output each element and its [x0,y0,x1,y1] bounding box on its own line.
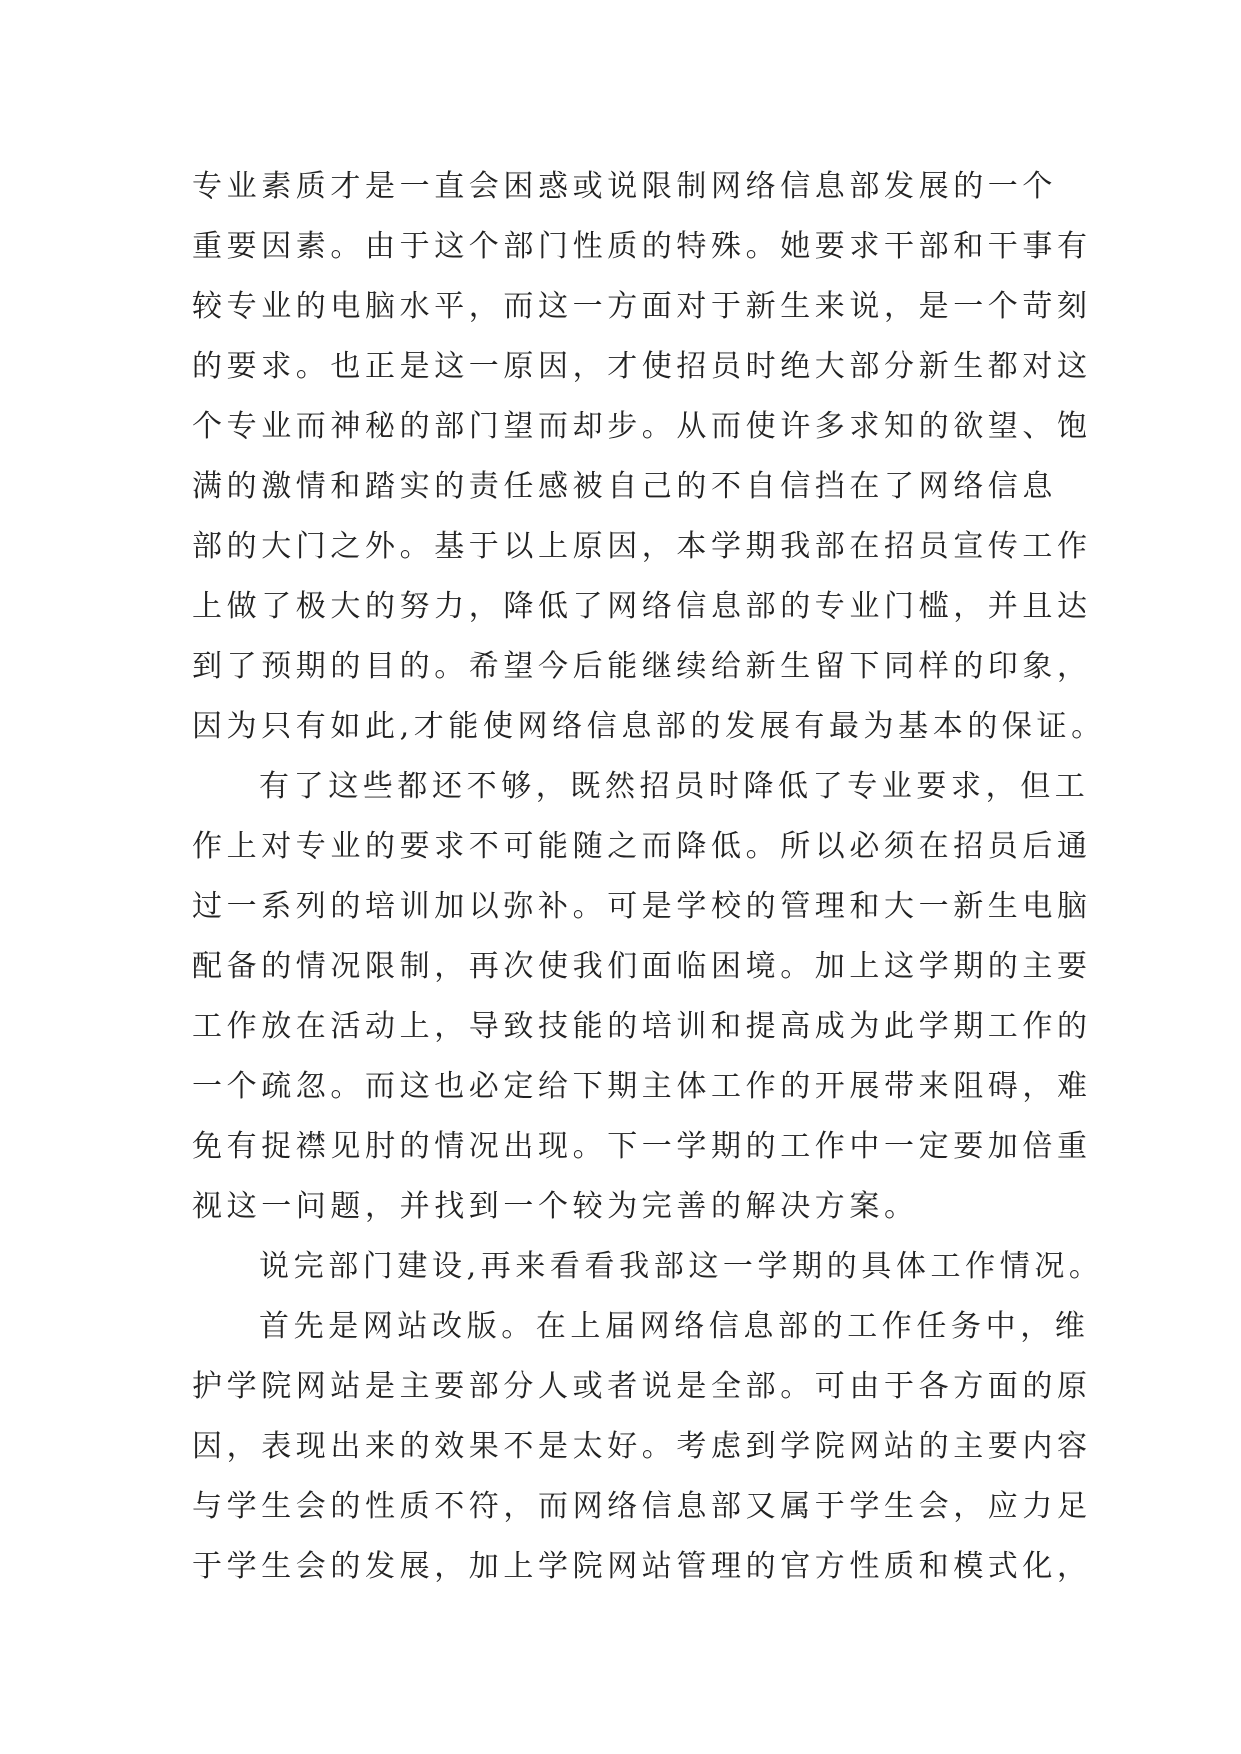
body-text [192,157,1106,1597]
text-line: 到了预期的目的。希望今后能继续给新生留下同样的印象， [192,649,1092,684]
text-line: 因为只有如此,才能使网络信息部的发展有最为基本的保证。 [192,709,1106,744]
text-line: 上做了极大的努力，降低了网络信息部的专业门槛，并且达 [192,589,1092,624]
text-line: 一个疏忽。而这也必定给下期主体工作的开展带来阻碍，难 [192,1069,1092,1104]
text-line: 过一系列的培训加以弥补。可是学校的管理和大一新生电脑 [192,889,1092,924]
text-line: 专业素质才是一直会困惑或说限制网络信息部发展的一个 [192,169,1057,204]
text-line: 满的激情和踏实的责任感被自己的不自信挡在了网络信息 [192,469,1057,504]
text-line: 免有捉襟见肘的情况出现。下一学期的工作中一定要加倍重 [192,1129,1092,1164]
text-line: 于学生会的发展，加上学院网站管理的官方性质和模式化， [192,1549,1092,1584]
text-line: 工作放在活动上，导致技能的培训和提高成为此学期工作的 [192,1009,1092,1044]
text-line: 说完部门建设,再来看看我部这一学期的具体工作情况。 [259,1249,1104,1284]
text-line: 视这一问题，并找到一个较为完善的解决方案。 [192,1189,919,1224]
text-line: 作上对专业的要求不可能随之而降低。所以必须在招员后通 [192,829,1092,864]
text-line: 个专业而神秘的部门望而却步。从而使许多求知的欲望、饱 [192,409,1092,444]
text-line: 护学院网站是主要部分人或者说是全部。可由于各方面的原 [192,1369,1092,1404]
text-line: 重要因素。由于这个部门性质的特殊。她要求干部和干事有 [192,229,1092,264]
text-line: 与学生会的性质不符，而网络信息部又属于学生会，应力足 [192,1489,1092,1524]
text-line: 较专业的电脑水平，而这一方面对于新生来说，是一个苛刻 [192,289,1092,324]
text-line: 有了这些都还不够，既然招员时降低了专业要求，但工 [259,769,1090,804]
text-line: 配备的情况限制，再次使我们面临困境。加上这学期的主要 [192,949,1092,984]
text-line: 首先是网站改版。在上届网络信息部的工作任务中，维 [259,1309,1090,1344]
text-line: 的要求。也正是这一原因，才使招员时绝大部分新生都对这 [192,349,1092,384]
text-line: 因，表现出来的效果不是太好。考虑到学院网站的主要内容 [192,1429,1092,1464]
text-line: 部的大门之外。基于以上原因，本学期我部在招员宣传工作 [192,529,1092,564]
